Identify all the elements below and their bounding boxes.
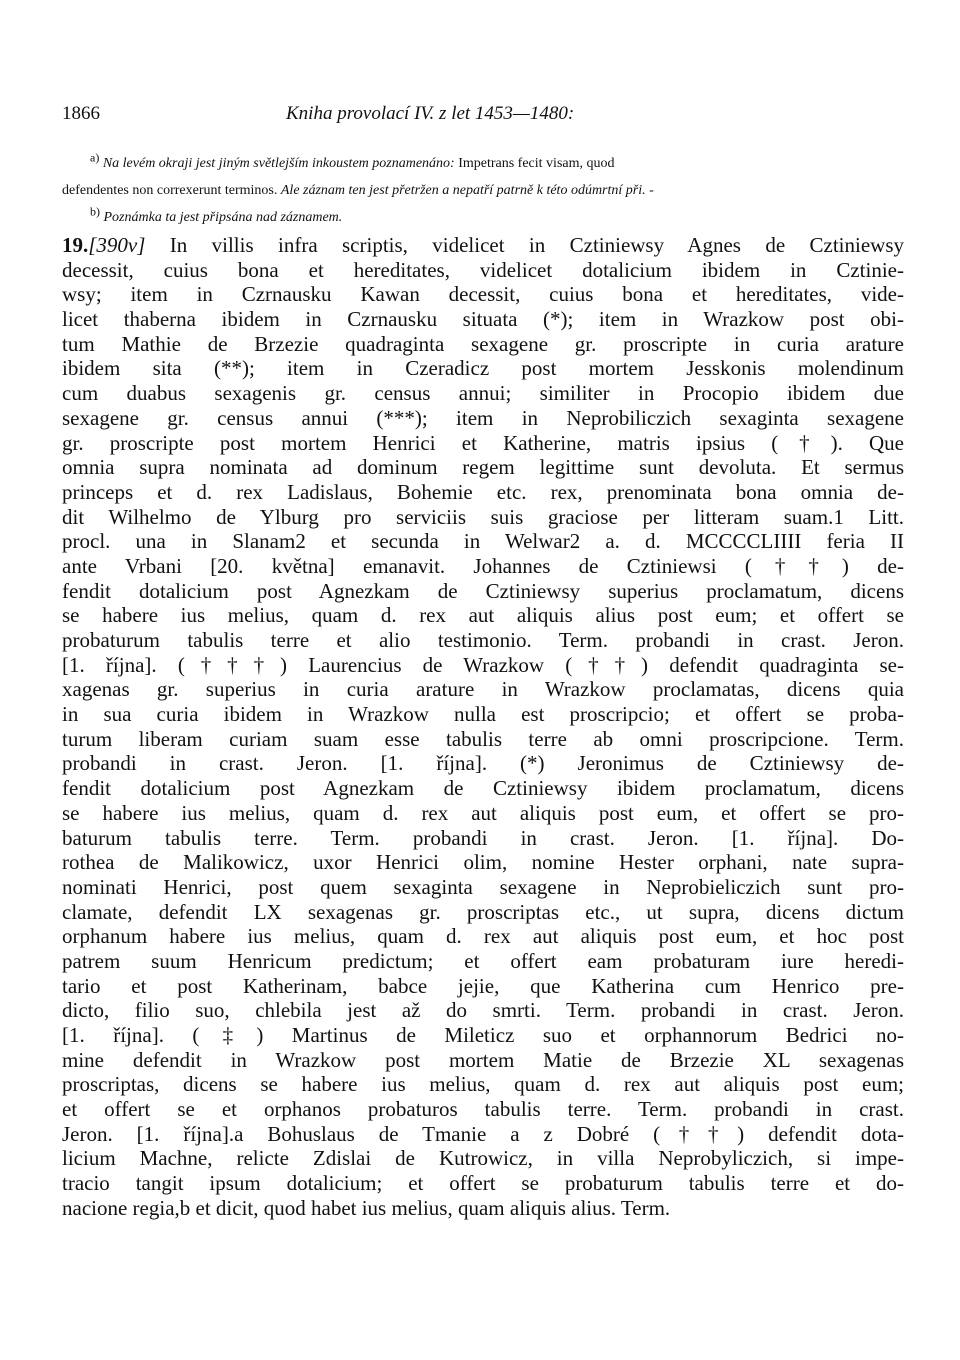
entry-line: decessit, cuius bona et hereditates, videlicet dotalicium ibidem in Cztinie- [62,257,904,282]
entry-line: turum liberam curiam suam esse tabulis terre ab omni proscripcione. Term. [62,726,904,751]
footnote-a-italic: Na levém okraji jest jiným světlejším inkoustem poznamenáno: [102,156,455,171]
entry-line: wsy; item in Czrnausku Kawan decessit, cuius bona et hereditates, vide- [62,282,904,307]
entry-line: xagenas gr. superius in curia arature in Wrazkow proclamatas, dicens quia [62,677,904,702]
footnote-a-italic-2: Ale záznam ten jest přetržen a nepatří patrně k této odúmrtní při. [280,183,646,198]
entry-line: probaturum tabulis terre et alio testimonio. Term. probandi in crast. Jeron. [62,628,904,652]
entry-line: princeps et d. rex Ladislaus, Bohemie etc. rex, prenominata bona omnia de- [62,479,904,504]
entry-line: rothea de Malikowicz, uxor Henrici olim, nomine Hester orphani, nate supra- [62,850,904,875]
entry-line: tum Mathie de Brzezie quadraginta sexagene gr. proscripte in curia arature [62,331,904,356]
entry-line [62,233,904,258]
footnote-a-line-2 [62,177,906,204]
entry-line: [1. října]. (‡) Martinus de Mileticz suo et orphannorum Bedrici no- [62,1023,904,1047]
entry-line: probandi in crast. Jeron. [1. října]. (*) Jeronimus de Cztiniewsy de- [62,751,904,776]
entry-line: tracio tangit ipsum dotalicium; et offert se probaturum tabulis terre et do- [62,1171,904,1196]
entry-line: se habere ius melius, quam d. rex aut aliquis post eum, et offert se pro- [62,800,904,825]
entry-line: et offert se et orphanos probaturos tabulis terre. Term. probandi in crast. [62,1097,904,1122]
entry-line: nominati Henrici, post quem sexaginta sexagene in Neprobieliczich sunt pro- [62,874,904,899]
footnotes [62,150,906,231]
entry-line: baturum tabulis terre. Term. probandi in crast. Jeron. [1. října]. Do- [62,825,904,850]
entry-line: orphanum habere ius melius, quam d. rex aut aliquis post eum, et hoc post [62,924,904,949]
entry-line: fendit dotalicium post Agnezkam de Cztiniewsy ibidem proclamatum, dicens [62,776,904,801]
entry-line: patrem suum Henricum predictum; et offert eam probaturam iure heredi- [62,948,904,973]
footnote-b-line [62,204,906,231]
entry-line: gr. proscripte post mortem Henrici et Katherine, matris ipsius (†). Que [62,430,904,455]
entry-line: se habere ius melius, quam d. rex aut aliquis alius post eum; et offert se [62,603,904,628]
entry-line: procl. una in Slanam2 et secunda in Welwar2 a. d. MCCCCLIIII feria II [62,529,904,554]
entry-line: [1. října]. (†††) Laurencius de Wrazkow (††) defendit quadraginta se- [62,652,904,677]
footnote-b-marker: b) [90,204,100,219]
entry-line: clamate, defendit LX sexagenas gr. proscriptas etc., ut supra, dicens dictum [62,899,904,924]
entry-line: ibidem sita (**); item in Czeradicz post mortem Jesskonis molendinum [62,356,904,381]
entry-line: Jeron. [1. října].a Bohuslaus de Tmanie a z Dobré (††) defendit dota- [62,1121,904,1146]
footnote-b-text: Poznámka ta jest připsána nad záznamem. [103,210,343,225]
entry-line: fendit dotalicium post Agnezkam de Cztiniewsy superius proclamatum, dicens [62,578,904,603]
running-title: Kniha provolací IV. z let 1453—1480: [286,103,575,124]
entry-line: omnia supra nominata ad dominum regem legittime sunt devoluta. Et sermus [62,455,904,480]
footnote-a-end: - [649,183,654,198]
footnote-a-roman-2: defendentes non correxerunt terminos. [62,183,278,198]
entry-body [62,233,904,1221]
entry-line: nacione regia,b et dicit, quod habet ius melius, quam aliquis alius. Term. [62,1195,671,1220]
footnote-a-marker: a) [90,150,100,165]
footnote-a-roman: Impetrans fecit visam, quod [458,156,615,171]
footnote-a-line-1 [62,150,906,177]
page-number: 1866 [62,103,100,124]
entry-line: dicto, filio suo, chlebila jest až do smrti. Term. probandi in crast. Jeron. [62,998,904,1023]
folio-reference: [390v] [88,233,146,257]
entry-number: 19. [62,233,89,257]
page-header [62,103,902,131]
entry-line: cum duabus sexagenis gr. census annui; similiter in Procopio ibidem due [62,381,904,406]
entry-line: sexagene gr. census annui (***); item in Neprobiliczich sexaginta sexagene [62,405,904,430]
entry-line: licet thaberna ibidem in Czrnausku situata (*); item in Wrazkow post obi- [62,307,904,332]
entry-line: mine defendit in Wrazkow post mortem Matie de Brzezie XL sexagenas [62,1047,904,1072]
entry-line: licium Machne, relicte Zdislai de Kutrowicz, in villa Neprobyliczich, si impe- [62,1146,904,1171]
entry-line: tario et post Katherinam, babce jejie, que Katherina cum Henrico pre- [62,973,904,998]
entry-line: proscriptas, dicens se habere ius melius, quam d. rex aut aliquis post eum; [62,1072,904,1097]
entry-line: ante Vrbani [20. května] emanavit. Johannes de Cztiniewsi (††) de- [62,553,904,578]
entry-line: in sua curia ibidem in Wrazkow nulla est proscripcio; et offert se proba- [62,702,904,727]
entry-line-text: In villis infra scriptis, videlicet in Cztiniewsy Agnes de Cztiniewsy [169,233,904,257]
entry-line: dit Wilhelmo de Ylburg pro serviciis suis graciose per litteram suam.1 Litt. [62,504,904,529]
